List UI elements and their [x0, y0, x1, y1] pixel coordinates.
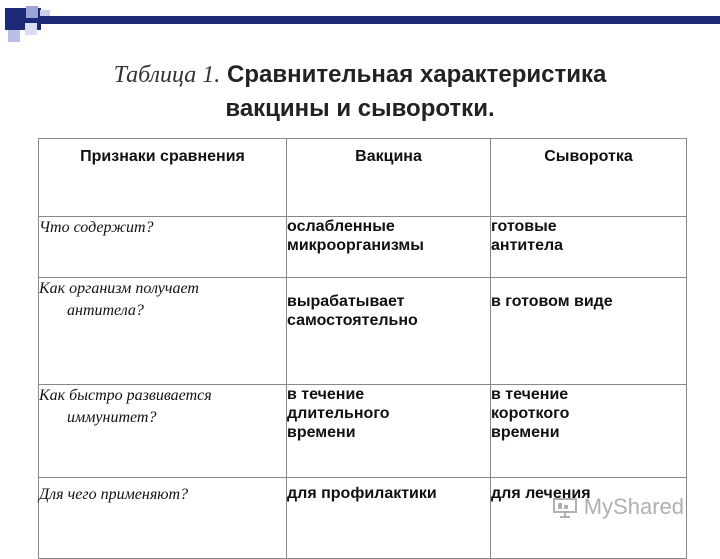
serum-cell: готовые антитела: [491, 217, 687, 278]
serum-cell: в готовом виде: [491, 278, 687, 385]
watermark-text: MyShared: [583, 494, 684, 519]
table-row: [39, 385, 687, 478]
decorative-square: [25, 23, 37, 35]
vaccine-cell: для профилактики: [287, 478, 491, 559]
vaccine-cell: в течение длительного времени: [287, 385, 491, 478]
decorative-square: [8, 30, 20, 42]
question-cell: Как организм получает антитела?: [39, 278, 287, 385]
question-cell: Что содержит?: [39, 217, 287, 278]
serum-cell: в течение короткого времени: [491, 385, 687, 478]
decorative-square: [26, 6, 38, 18]
header-cell: Сыворотка: [491, 139, 687, 217]
vaccine-cell: вырабатывает самостоятельно: [287, 278, 491, 385]
table-header-row: [39, 139, 687, 217]
title-line-1: Сравнительная характеристика: [226, 61, 607, 88]
header-bar: [40, 16, 720, 24]
header-cell: Признаки сравнения: [39, 139, 287, 217]
question-cell: Для чего применяют?: [39, 478, 287, 559]
serum-cell: для лечения: [491, 478, 687, 559]
title-line-2: вакцины и сыворотки.: [225, 95, 495, 122]
question-cell: Как быстро развивается иммунитет?: [39, 385, 287, 478]
vaccine-cell: ослабленные микроорганизмы: [287, 217, 491, 278]
slide-title: [0, 58, 720, 125]
title-prefix: Таблица 1.: [113, 62, 221, 88]
table-row: [39, 217, 687, 278]
presentation-board-icon: [552, 496, 578, 518]
watermark: [552, 494, 684, 520]
table-row: [39, 278, 687, 385]
header-cell: Вакцина: [287, 139, 491, 217]
